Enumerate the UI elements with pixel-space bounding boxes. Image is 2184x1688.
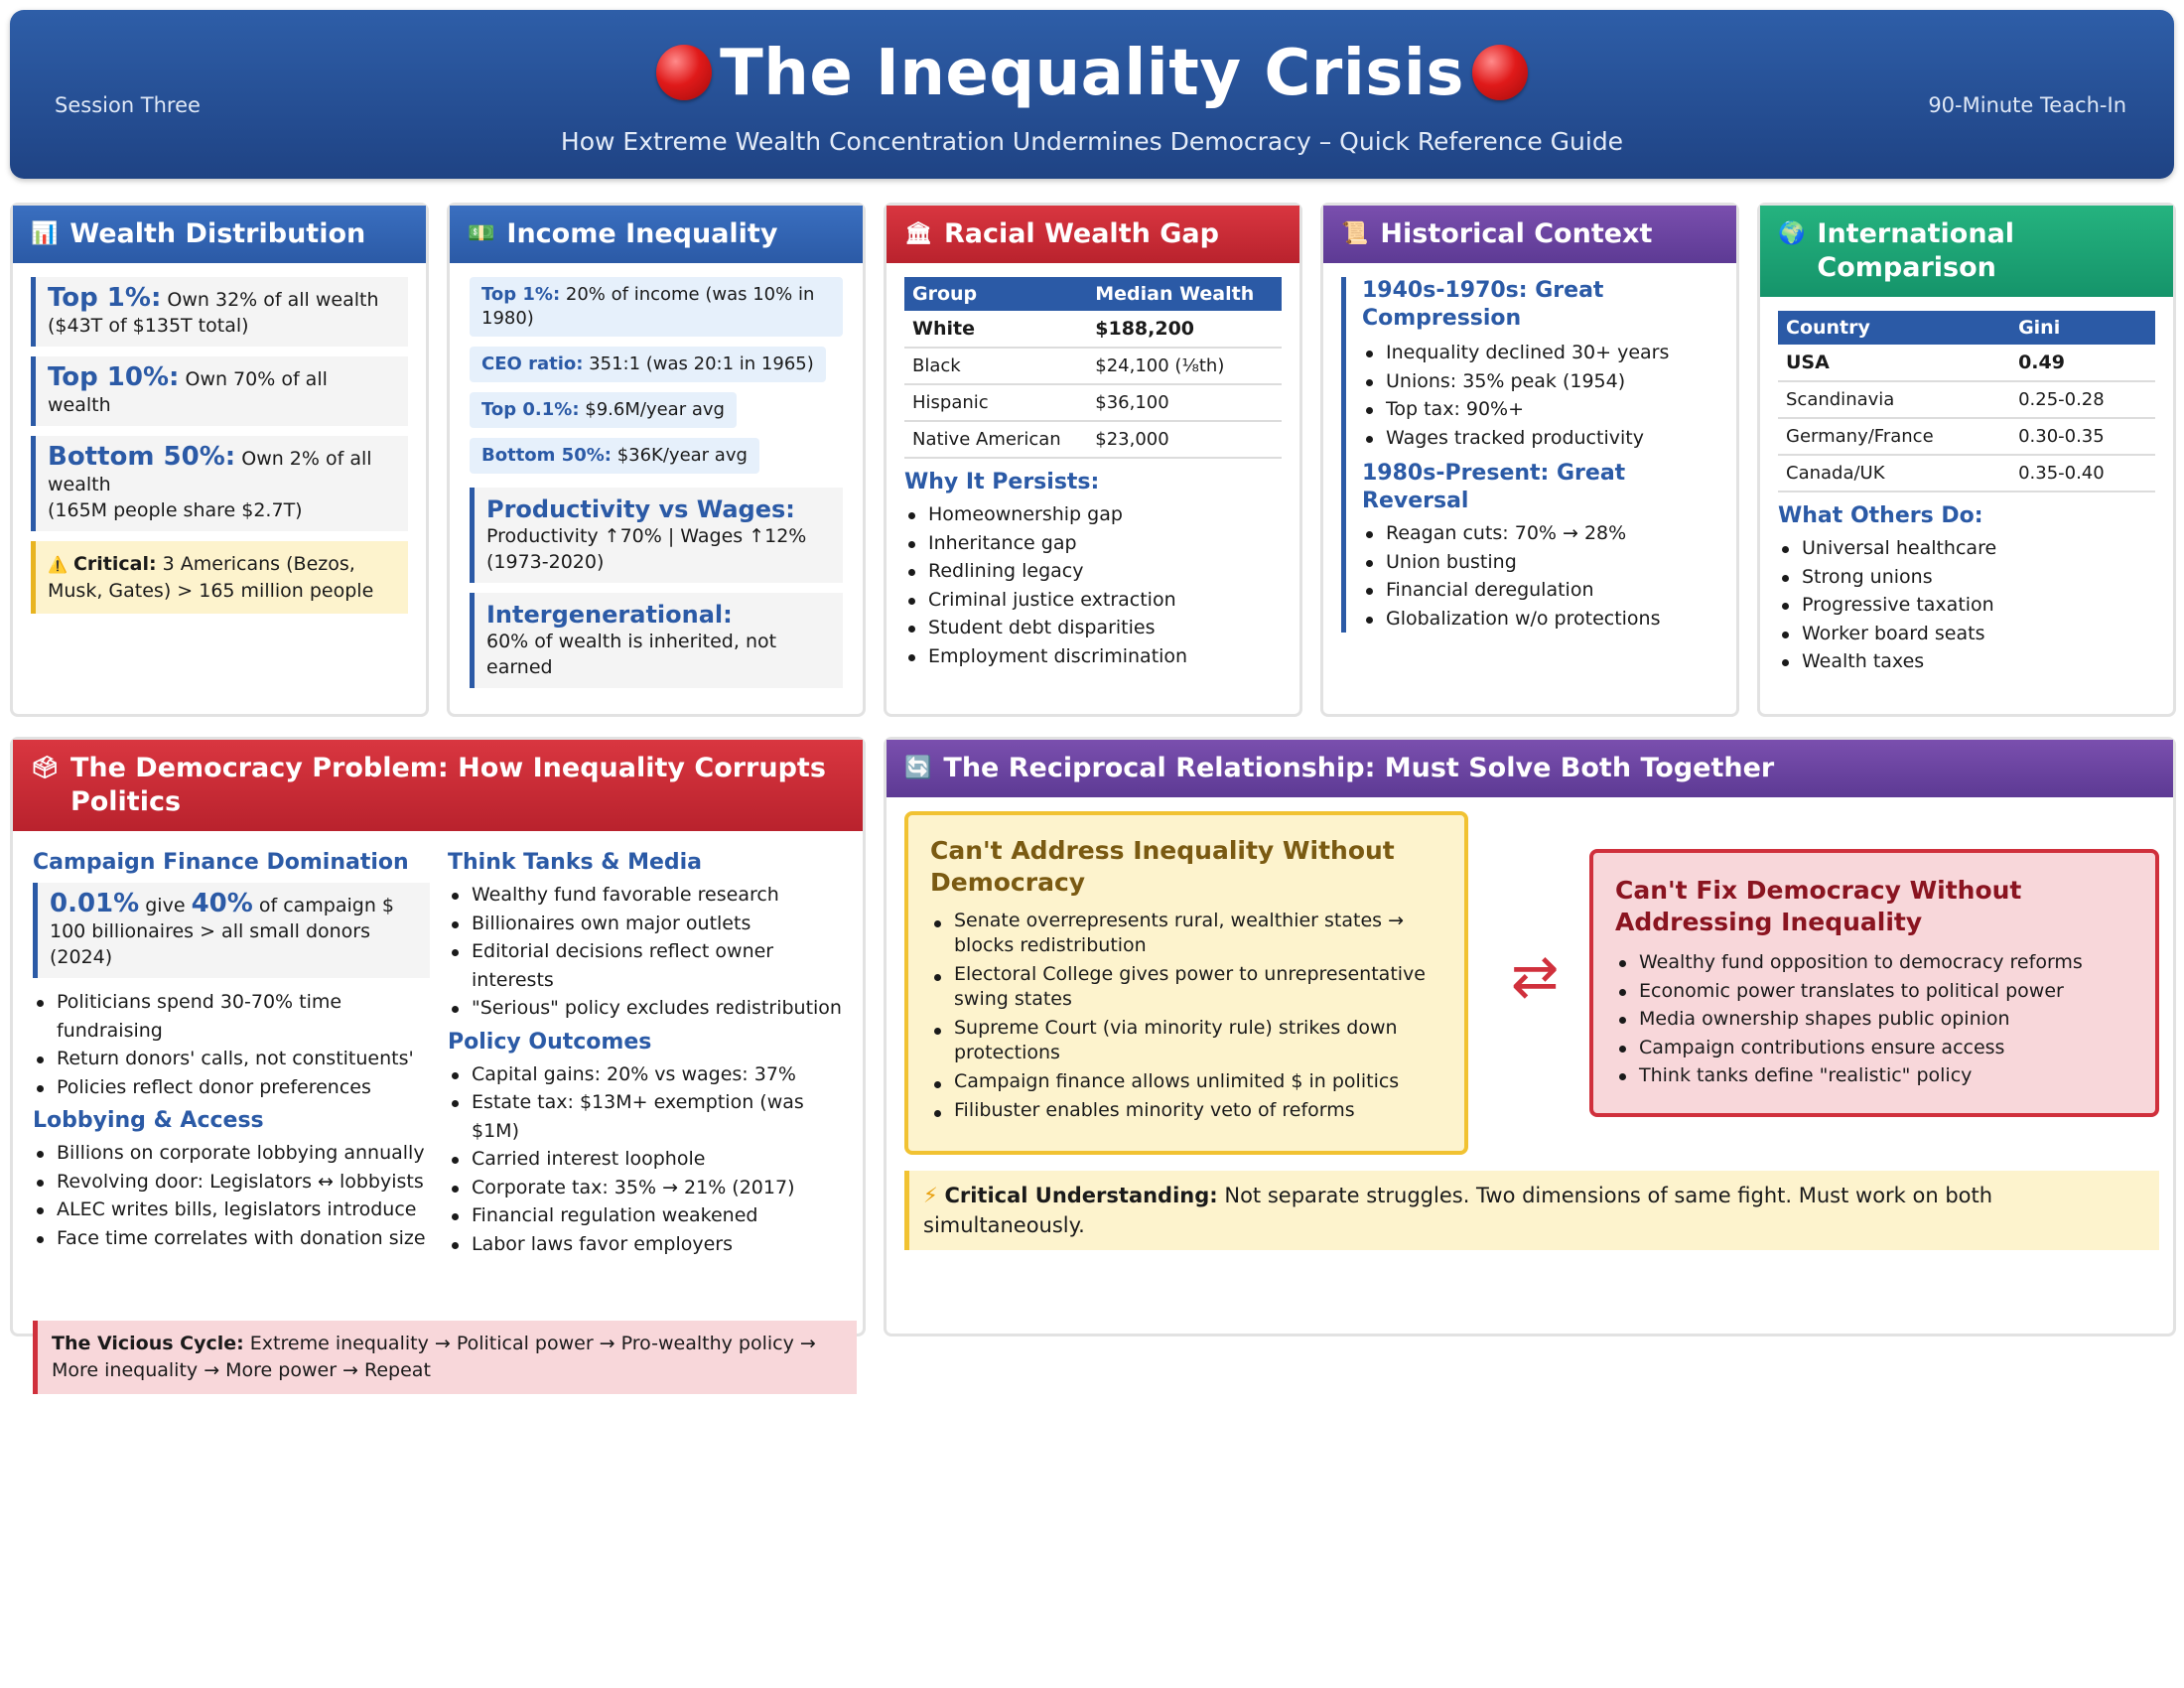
productivity-text: Productivity ↑70% | Wages ↑12% (1973-2020) xyxy=(486,525,807,573)
income-stat-label: CEO ratio: xyxy=(481,353,584,374)
table-cell: Canada/UK xyxy=(1778,455,2010,492)
ballot-box-icon: 🗳 xyxy=(31,756,59,780)
era-title: 1980s-Present: Great Reversal xyxy=(1362,461,1626,513)
list-item: Inheritance gap xyxy=(904,529,1282,558)
box-title: Can't Address Inequality Without Democracy xyxy=(930,836,1395,897)
card-header xyxy=(1760,206,2173,297)
income-stat-label: Top 0.1%: xyxy=(481,399,580,420)
racial-wealth-table xyxy=(904,277,1282,459)
income-stat-text: 20% of income (was 10% in 1980) xyxy=(481,284,815,329)
bidirectional-arrow-icon: ⇄ xyxy=(1510,942,1560,1010)
warning-icon: ⚠️ xyxy=(48,555,68,574)
others-list xyxy=(1778,534,2155,676)
table-cell: White xyxy=(904,311,1087,348)
table-row xyxy=(904,421,1282,458)
list-item: Campaign contributions ensure access xyxy=(1615,1034,2133,1062)
table-cell: Scandinavia xyxy=(1778,381,2010,418)
card-title: Historical Context xyxy=(1380,218,1653,249)
list-item: Corporate tax: 35% → 21% (2017) xyxy=(448,1174,855,1202)
income-stat xyxy=(470,438,759,474)
classical-building-icon: 🏛 xyxy=(904,221,932,246)
card-title: Income Inequality xyxy=(506,218,778,249)
stat-text: 100 billionaires > all small donors (2024) xyxy=(50,920,370,968)
table-cell: 0.49 xyxy=(2010,345,2155,381)
page-title xyxy=(10,34,2174,113)
column-header: Country xyxy=(1778,311,2010,345)
table-cell: 0.25-0.28 xyxy=(2010,381,2155,418)
cycle-text: Extreme inequality → Political power → Pro-wealthy policy → More inequality → More power → Repeat xyxy=(52,1333,816,1381)
list-item: Financial deregulation xyxy=(1362,576,1718,605)
lobby-list xyxy=(33,1139,430,1252)
wealth-distribution-card xyxy=(10,203,429,717)
column-header: Group xyxy=(904,277,1087,311)
money-icon: 💵 xyxy=(468,221,495,246)
list-item: Supreme Court (via minority rule) strikes down protections xyxy=(930,1016,1442,1065)
scroll-icon: 📜 xyxy=(1341,221,1369,246)
list-item: ALEC writes bills, legislators introduce xyxy=(33,1196,430,1224)
section-heading: Policy Outcomes xyxy=(448,1029,652,1055)
list-item: "Serious" policy excludes redistribution xyxy=(448,994,855,1023)
list-item: Campaign finance allows unlimited $ in politics xyxy=(930,1069,1442,1094)
table-cell: Germany/France xyxy=(1778,418,2010,455)
stat-label: Top 10%: xyxy=(48,362,180,392)
list-item: Media ownership shapes public opinion xyxy=(1615,1005,2133,1034)
table-cell: 0.35-0.40 xyxy=(2010,455,2155,492)
table-cell: USA xyxy=(1778,345,2010,381)
list-item: Carried interest loophole xyxy=(448,1145,855,1174)
list-item: Politicians spend 30-70% time fundraising xyxy=(33,988,430,1045)
table-cell: Black xyxy=(904,348,1087,384)
critical-callout xyxy=(31,541,408,614)
timeline xyxy=(1341,277,1718,633)
bar-chart-icon: 📊 xyxy=(31,221,59,246)
income-stat-label: Top 1%: xyxy=(481,284,561,305)
table-row xyxy=(904,384,1282,421)
critical-text: 3 Americans (Bezos, Musk, Gates) > 165 million people xyxy=(48,553,374,602)
red-circle-icon xyxy=(656,45,712,100)
right-list xyxy=(1615,948,2133,1090)
list-item: Wealthy fund opposition to democracy reforms xyxy=(1615,948,2133,977)
section-heading: Lobbying & Access xyxy=(33,1108,264,1133)
table-cell: $23,000 xyxy=(1087,421,1282,458)
list-item: Top tax: 90%+ xyxy=(1362,395,1718,424)
era-list xyxy=(1362,519,1718,633)
left-list xyxy=(930,909,1442,1123)
productivity-block xyxy=(470,488,843,583)
stat-item xyxy=(31,436,408,531)
vicious-cycle-callout xyxy=(33,1321,857,1394)
income-stat xyxy=(470,277,843,337)
intergenerational-text: 60% of wealth is inherited, not earned xyxy=(486,631,777,678)
productivity-title: Productivity vs Wages: xyxy=(486,495,795,523)
era-title: 1940s-1970s: Great Compression xyxy=(1362,278,1604,331)
list-item: Think tanks define "realistic" policy xyxy=(1615,1061,2133,1090)
list-item: Revolving door: Legislators ↔ lobbyists xyxy=(33,1168,430,1196)
duration-label: 90-Minute Teach-In xyxy=(1928,93,2126,117)
table-row xyxy=(1778,418,2155,455)
stat-text: Own 32% of all wealth ($43T of $135T total) xyxy=(48,289,379,337)
table-row xyxy=(1778,345,2155,381)
card-header xyxy=(13,740,863,831)
gini-table xyxy=(1778,311,2155,492)
list-item: Estate tax: $13M+ exemption (was $1M) xyxy=(448,1088,855,1145)
title-text: The Inequality Crisis xyxy=(720,37,1464,110)
policy-list xyxy=(448,1060,855,1259)
table-cell: $188,200 xyxy=(1087,311,1282,348)
list-item: Senate overrepresents rural, wealthier states → blocks redistribution xyxy=(930,909,1442,958)
list-item: Face time correlates with donation size xyxy=(33,1224,430,1253)
list-item: Globalization w/o protections xyxy=(1362,605,1718,633)
table-row xyxy=(904,348,1282,384)
list-item: Electoral College gives power to unrepresentative swing states xyxy=(930,962,1442,1012)
table-row xyxy=(1778,455,2155,492)
campaign-list xyxy=(33,988,430,1101)
card-header xyxy=(450,206,863,263)
era-list xyxy=(1362,339,1718,452)
list-item: Unions: 35% peak (1954) xyxy=(1362,367,1718,396)
card-header xyxy=(1323,206,1736,263)
list-item: Student debt disparities xyxy=(904,614,1282,642)
stat-text: (165M people share $2.7T) xyxy=(48,499,303,521)
think-list xyxy=(448,881,855,1023)
stat-label: Top 1%: xyxy=(48,283,162,313)
list-item: Redlining legacy xyxy=(904,557,1282,586)
list-item: Employment discrimination xyxy=(904,642,1282,671)
globe-icon: 🌍 xyxy=(1778,221,1806,246)
list-item: Wealthy fund favorable research xyxy=(448,881,855,910)
stat-label: 0.01% xyxy=(50,889,140,918)
list-item: Universal healthcare xyxy=(1778,534,2155,563)
critical-label: Critical: xyxy=(72,553,157,575)
democracy-problem-card xyxy=(10,737,866,1381)
section-heading: Why It Persists: xyxy=(904,470,1100,494)
page-subtitle: How Extreme Wealth Concentration Undermines Democracy – Quick Reference Guide xyxy=(560,127,1624,156)
critical-text: Not separate struggles. Two dimensions of same fight. Must work on both simultaneously. xyxy=(923,1184,1993,1237)
income-stat-label: Bottom 50%: xyxy=(481,445,612,466)
income-stat-text: $9.6M/year avg xyxy=(585,399,725,420)
list-item: Billions on corporate lobbying annually xyxy=(33,1139,430,1168)
list-item: Economic power translates to political power xyxy=(1615,977,2133,1006)
section-heading: Think Tanks & Media xyxy=(448,850,703,875)
list-item: Financial regulation weakened xyxy=(448,1201,855,1230)
democracy-needs-equality-box xyxy=(1589,849,2159,1117)
critical-label: Critical Understanding: xyxy=(944,1184,1218,1207)
lightning-icon: ⚡ xyxy=(923,1184,938,1207)
session-label: Session Three xyxy=(55,93,201,117)
card-header xyxy=(887,740,2173,797)
table-cell: $36,100 xyxy=(1087,384,1282,421)
red-circle-icon xyxy=(1472,45,1528,100)
section-heading: Campaign Finance Domination xyxy=(33,850,409,875)
international-comparison-card xyxy=(1757,203,2176,717)
table-cell: 0.30-0.35 xyxy=(2010,418,2155,455)
table-row xyxy=(1778,381,2155,418)
why-list xyxy=(904,500,1282,670)
stat-item xyxy=(31,356,408,426)
critical-understanding-callout xyxy=(904,1171,2159,1250)
section-heading: What Others Do: xyxy=(1778,503,1983,528)
list-item: Worker board seats xyxy=(1778,620,2155,648)
list-item: Homeownership gap xyxy=(904,500,1282,529)
stat-item xyxy=(31,277,408,347)
page-header xyxy=(10,10,2174,179)
income-stat xyxy=(470,392,737,428)
income-stat-text: $36K/year avg xyxy=(616,445,748,466)
list-item: Billionaires own major outlets xyxy=(448,910,855,938)
card-title: Racial Wealth Gap xyxy=(943,218,1219,249)
list-item: Criminal justice extraction xyxy=(904,586,1282,615)
list-item: Capital gains: 20% vs wages: 37% xyxy=(448,1060,855,1089)
stat-label: Bottom 50%: xyxy=(48,442,236,472)
list-item: Wages tracked productivity xyxy=(1362,424,1718,453)
income-stat xyxy=(470,347,826,382)
income-inequality-card xyxy=(447,203,866,717)
intergenerational-block xyxy=(470,593,843,688)
table-cell: $24,100 (⅛th) xyxy=(1087,348,1282,384)
box-title: Can't Fix Democracy Without Addressing Inequality xyxy=(1615,876,2022,936)
column-header: Median Wealth xyxy=(1087,277,1282,311)
card-title: The Reciprocal Relationship: Must Solve Both Together xyxy=(943,753,1775,783)
income-stat-text: 351:1 (was 20:1 in 1965) xyxy=(589,353,814,374)
list-item: Policies reflect donor preferences xyxy=(33,1073,430,1102)
list-item: Inequality declined 30+ years xyxy=(1362,339,1718,367)
stat-text: Own 70% of all wealth xyxy=(48,368,328,416)
cycle-arrows-icon: 🔄 xyxy=(904,756,932,780)
column-header: Gini xyxy=(2010,311,2155,345)
stat-text: give xyxy=(145,895,186,916)
stat-text: of campaign $ xyxy=(258,895,395,916)
inequality-needs-democracy-box xyxy=(904,811,1468,1155)
reciprocal-relationship-card xyxy=(884,737,2176,1336)
historical-context-card xyxy=(1320,203,1739,717)
list-item: Progressive taxation xyxy=(1778,591,2155,620)
table-cell: Native American xyxy=(904,421,1087,458)
card-title: International Comparison xyxy=(1817,218,2015,283)
list-item: Labor laws favor employers xyxy=(448,1230,855,1259)
card-header xyxy=(13,206,426,263)
list-item: Reagan cuts: 70% → 28% xyxy=(1362,519,1718,548)
list-item: Filibuster enables minority veto of reforms xyxy=(930,1098,1442,1123)
stat-text: Own 2% of all wealth xyxy=(48,448,372,495)
intergenerational-title: Intergenerational: xyxy=(486,601,733,629)
card-header xyxy=(887,206,1299,263)
campaign-stat xyxy=(33,883,430,978)
card-title: The Democracy Problem: How Inequality Corrupts Politics xyxy=(69,753,826,817)
table-row xyxy=(904,311,1282,348)
list-item: Return donors' calls, not constituents' xyxy=(33,1045,430,1073)
list-item: Strong unions xyxy=(1778,563,2155,592)
list-item: Wealth taxes xyxy=(1778,647,2155,676)
stat-label: 40% xyxy=(191,889,253,918)
list-item: Editorial decisions reflect owner interests xyxy=(448,937,855,994)
cycle-label: The Vicious Cycle: xyxy=(52,1333,244,1354)
list-item: Union busting xyxy=(1362,548,1718,577)
card-title: Wealth Distribution xyxy=(69,218,366,249)
racial-wealth-gap-card xyxy=(884,203,1302,717)
table-cell: Hispanic xyxy=(904,384,1087,421)
